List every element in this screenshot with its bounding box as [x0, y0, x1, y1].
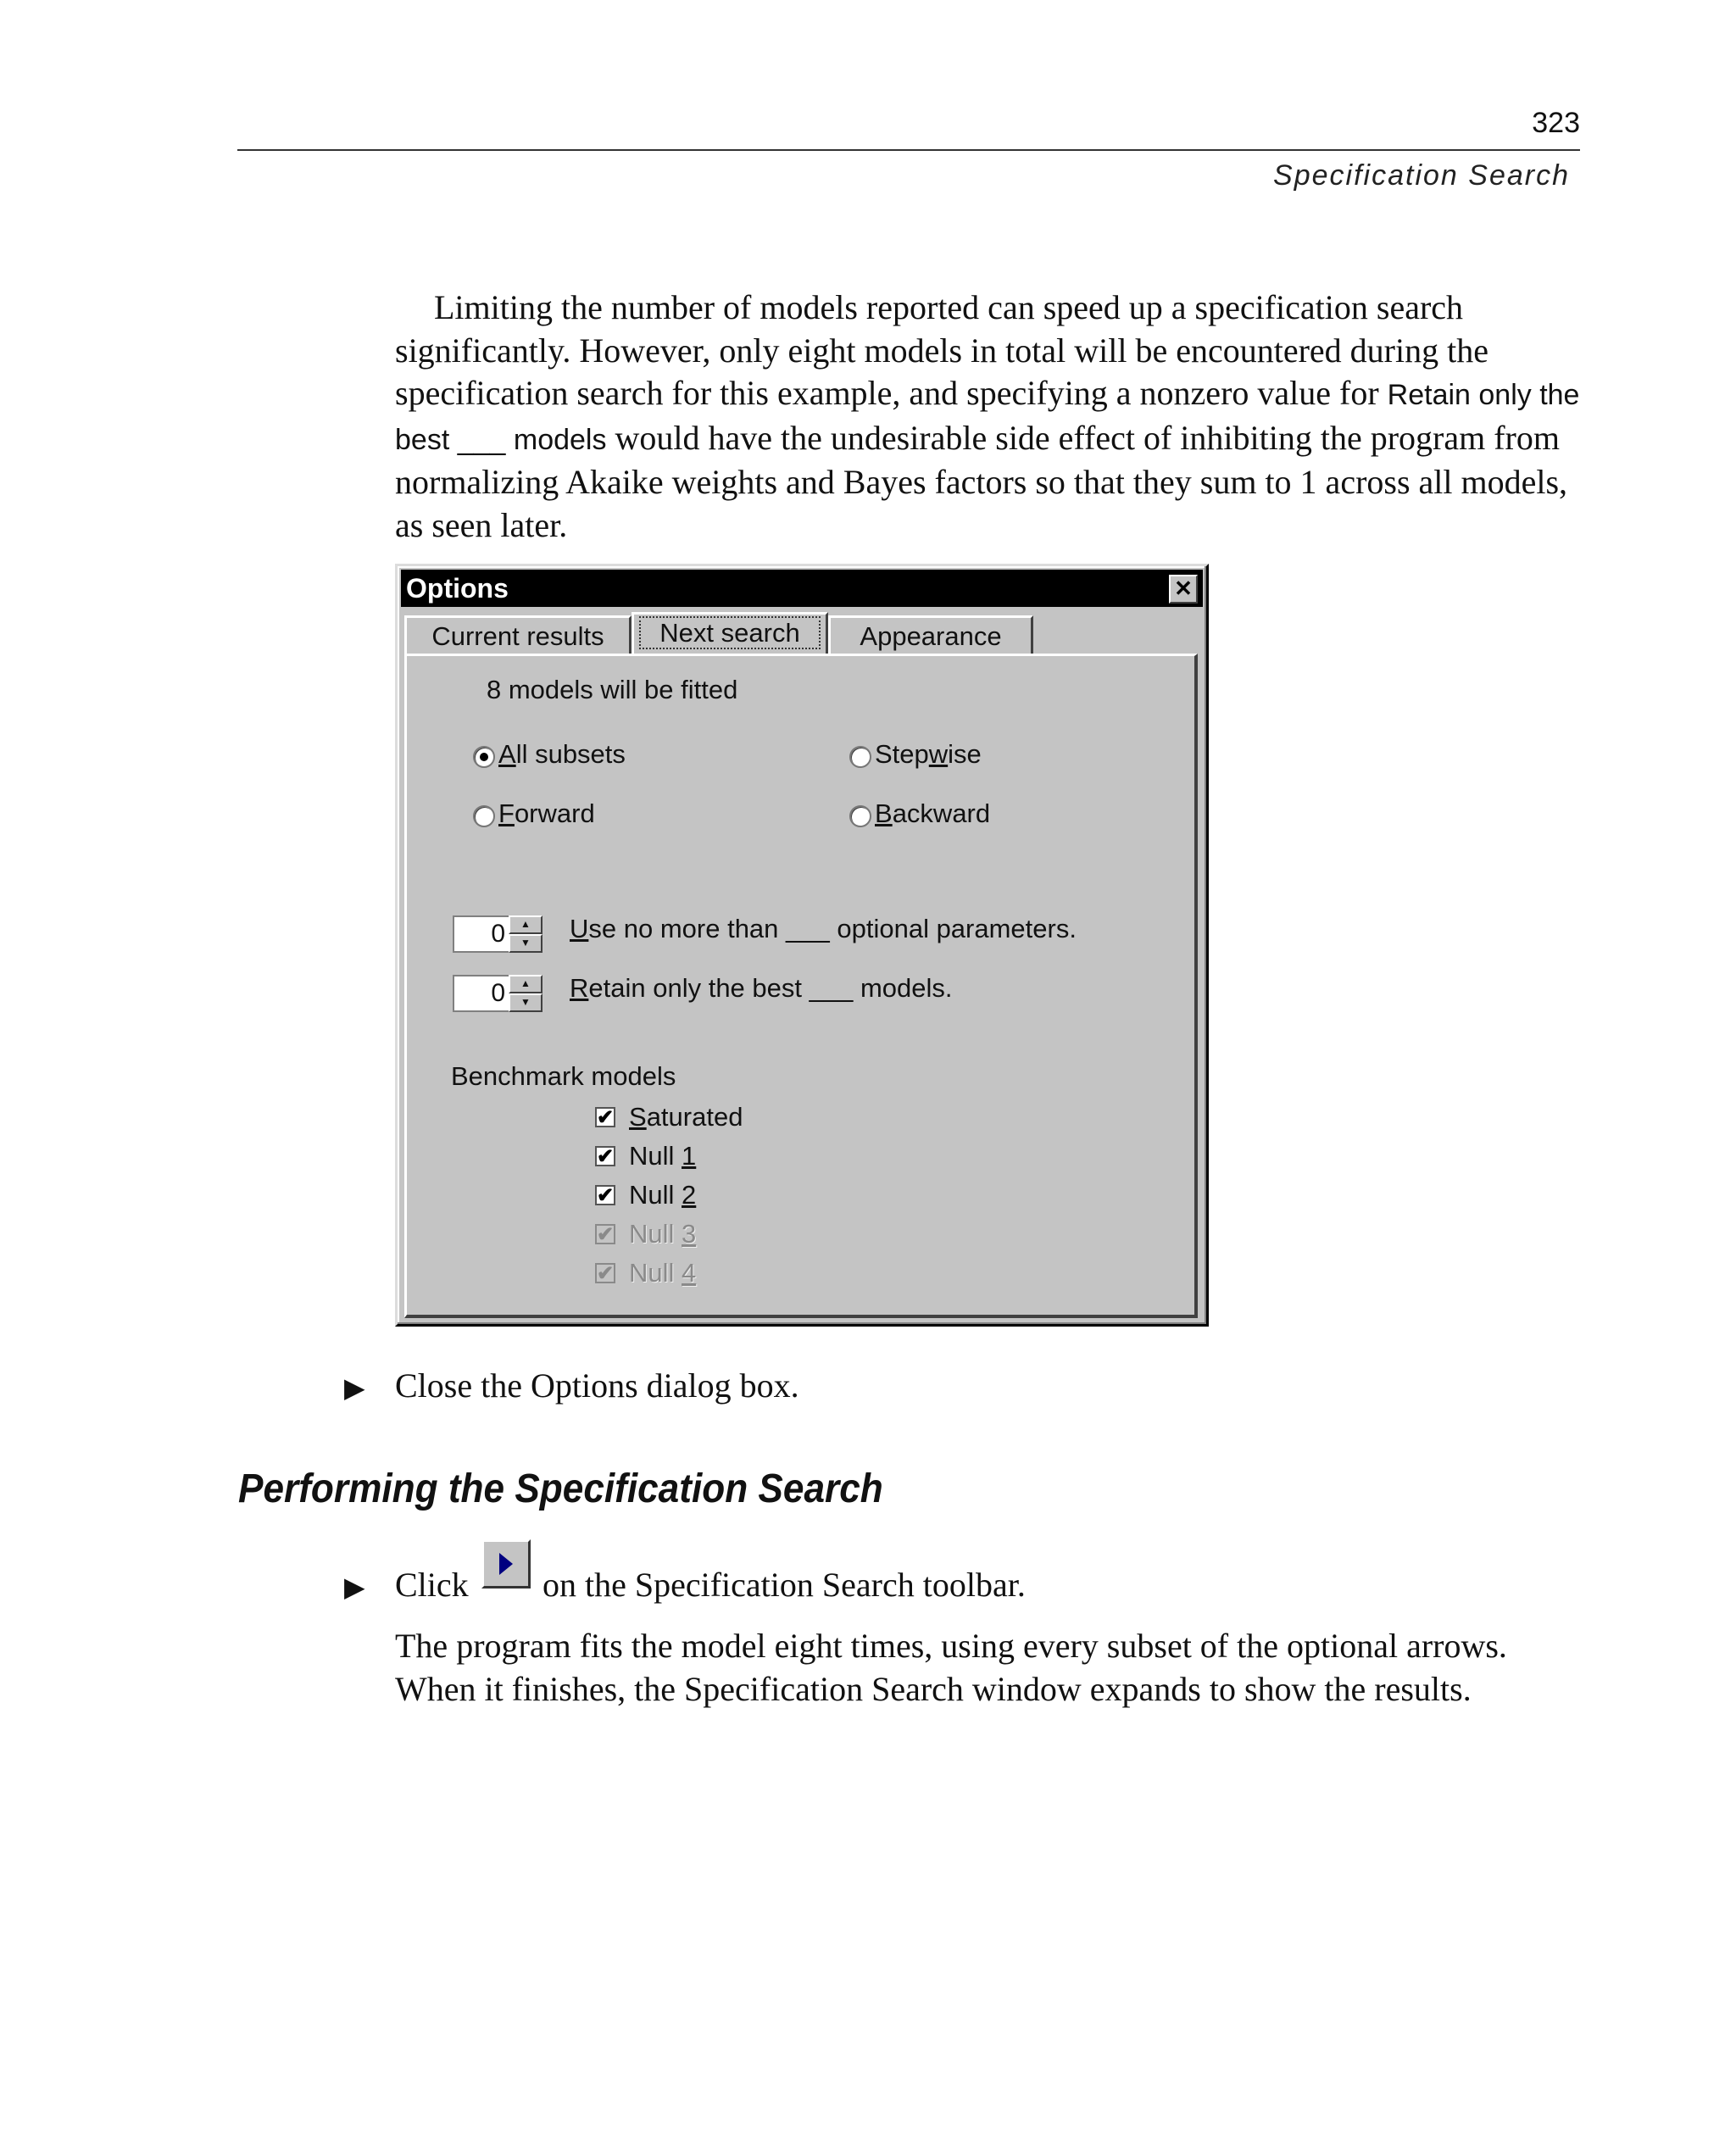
intro-text-1: Limiting the number of models reported can speed up a specification search significantly. However, only eight models in total will be encountered during the specification search for this example, and specifying a nonzero value for	[395, 288, 1488, 412]
step-close-dialog: Close the Options dialog box.	[395, 1366, 799, 1405]
label-saturated[interactable]: Saturated	[629, 1102, 743, 1132]
checkbox-null-3: ✔	[597, 1223, 615, 1246]
radio-forward[interactable]	[473, 805, 495, 827]
play-icon	[496, 1551, 516, 1577]
tab-label: Appearance	[860, 621, 1002, 651]
label-all-subsets[interactable]: All subsets	[498, 739, 626, 769]
spin-up-icon[interactable]: ▲	[509, 975, 542, 993]
next-search-panel	[404, 654, 1198, 1318]
label-retain-best: Retain only the best ___ models.	[570, 973, 953, 1003]
label-stepwise[interactable]: Stepwise	[875, 739, 982, 769]
bullet-arrow-icon: ▶	[344, 1572, 365, 1602]
checkbox-saturated[interactable]: ✔	[597, 1106, 615, 1129]
page-number: 323	[1532, 107, 1580, 139]
checkbox-null-1[interactable]: ✔	[597, 1145, 615, 1168]
close-icon[interactable]: ✕	[1169, 575, 1198, 604]
retain-best-input[interactable]: 0	[453, 975, 509, 1012]
tab-label: Current results	[431, 621, 604, 651]
retain-best-spinner[interactable]	[509, 975, 542, 1012]
intro-paragraph	[395, 287, 1582, 547]
tab-label: Next search	[639, 616, 820, 649]
step-click-rest: on the Specification Search toolbar.	[542, 1566, 1026, 1604]
tab-next-search[interactable]	[632, 612, 828, 656]
spin-up-icon[interactable]: ▲	[509, 915, 542, 934]
spin-down-icon[interactable]: ▼	[509, 934, 542, 953]
result-paragraph: The program fits the model eight times, using every subset of the optional arrows. When it finishes, the Specification Search window expands to show the results.	[395, 1627, 1507, 1708]
intro-text-2: would have the undesirable side effect of inhibiting the program from normalizing Akaike weights and Bayes factors so that they sum to 1 across all models, as seen later.	[395, 418, 1568, 544]
tab-current-results[interactable]	[404, 615, 632, 654]
label-max-params: Use no more than ___ optional parameters.	[570, 914, 1077, 943]
max-params-spinner[interactable]	[509, 915, 542, 953]
dialog-titlebar[interactable]	[401, 570, 1203, 607]
header-rule	[237, 149, 1580, 151]
label-null-1[interactable]: Null 1	[629, 1141, 697, 1171]
radio-stepwise[interactable]	[849, 746, 871, 768]
label-null-4: Null 4	[629, 1258, 697, 1288]
radio-all-subsets[interactable]	[473, 746, 495, 768]
label-backward[interactable]: Backward	[875, 798, 991, 828]
max-params-input[interactable]: 0	[453, 915, 509, 953]
checkbox-null-2[interactable]: ✔	[597, 1184, 615, 1207]
section-heading: Performing the Specification Search	[238, 1466, 883, 1511]
inline-option-name: Retain only the best ___ models	[395, 379, 1580, 456]
running-head: Specification Search	[1273, 159, 1570, 192]
checkbox-null-4: ✔	[597, 1262, 615, 1285]
bullet-arrow-icon: ▶	[344, 1372, 365, 1403]
dialog-title: Options	[406, 573, 509, 604]
step-click-label: Click	[395, 1566, 469, 1604]
spin-down-icon[interactable]: ▼	[509, 993, 542, 1012]
radio-backward[interactable]	[849, 805, 871, 827]
benchmark-models-label: Benchmark models	[451, 1061, 676, 1091]
options-dialog	[395, 564, 1209, 1327]
run-search-button[interactable]	[481, 1539, 531, 1589]
label-null-3: Null 3	[629, 1219, 697, 1249]
tab-appearance[interactable]	[828, 615, 1033, 654]
label-forward[interactable]: Forward	[498, 798, 595, 828]
models-fitted-text: 8 models will be fitted	[487, 675, 738, 704]
label-null-2[interactable]: Null 2	[629, 1180, 697, 1210]
